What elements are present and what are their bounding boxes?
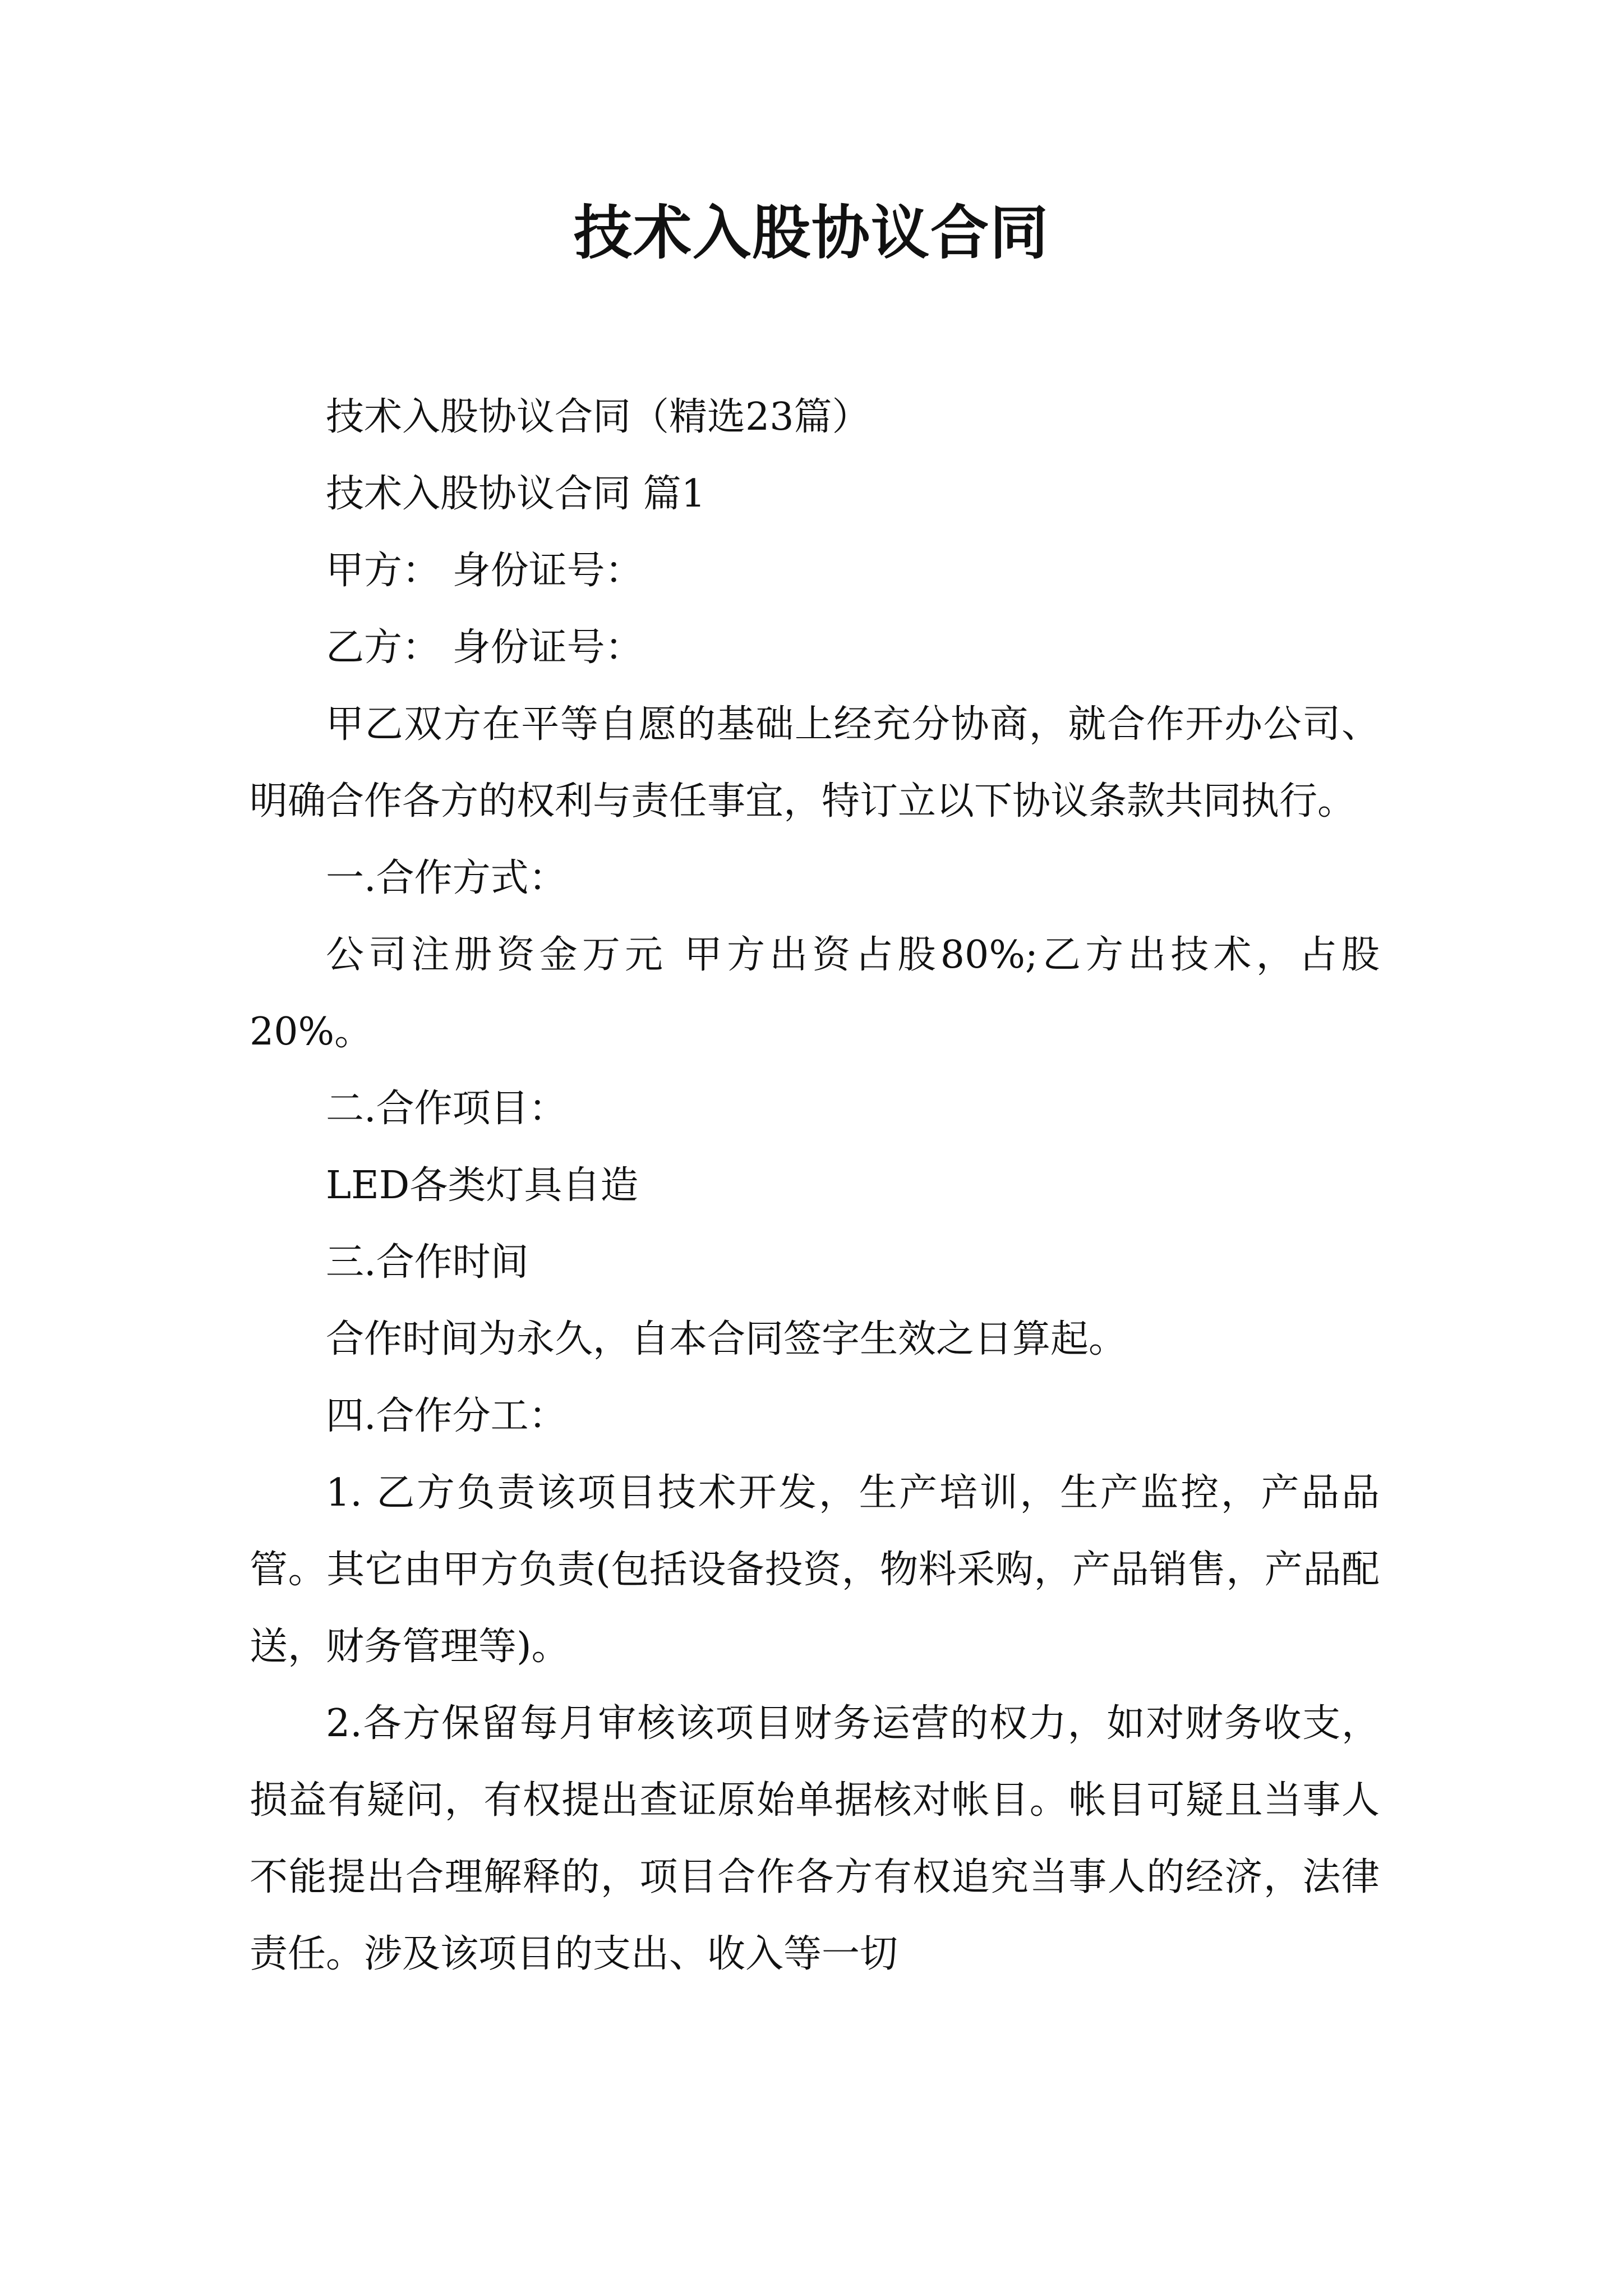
paragraph-party-a: 甲方： 身份证号： — [326, 549, 643, 593]
paragraph-section-heading: 技术入股协议合同 篇1 — [326, 472, 706, 516]
paragraph-project: LED各类灯具自造 — [326, 1163, 639, 1208]
document-title: 技术入股协议合同 — [573, 198, 1049, 267]
document-body — [250, 379, 1380, 1993]
heading-cooperation-method: 一.合作方式： — [326, 856, 567, 900]
paragraph-subtitle: 技术入股协议合同（精选23篇） — [326, 395, 870, 439]
paragraph-party-b: 乙方： 身份证号： — [326, 625, 643, 670]
heading-cooperation-time: 三.合作时间 — [326, 1240, 529, 1285]
heading-division-of-labor: 四.合作分工： — [326, 1394, 567, 1438]
paragraph-clause-1: 1. 乙方负责该项目技术开发，生产培训，生产监控，产品品管。其它由甲方负责(包括设备投资，物料采购，产品销售，产品配送，财务管理等)。 — [250, 1471, 1380, 1669]
heading-cooperation-project: 二.合作项目： — [326, 1087, 567, 1131]
paragraph-time: 合作时间为永久，自本合同签字生效之日算起。 — [326, 1317, 1127, 1361]
paragraph-capital-shares: 公司注册资金万元 甲方出资占股80%;乙方出技术，占股20%。 — [250, 933, 1380, 1054]
paragraph-preamble: 甲乙双方在平等自愿的基础上经充分协商，就合作开办公司、明确合作各方的权利与责任事宜，特订立以下协议条款共同执行。 — [250, 702, 1380, 823]
paragraph-clause-2: 2.各方保留每月审核该项目财务运营的权力，如对财务收支，损益有疑问，有权提出查证原始单据核对帐目。帐目可疑且当事人不能提出合理解释的，项目合作各方有权追究当事人的经济，法律责任。涉及该项目的支出、收入等一切 — [250, 1701, 1380, 1976]
